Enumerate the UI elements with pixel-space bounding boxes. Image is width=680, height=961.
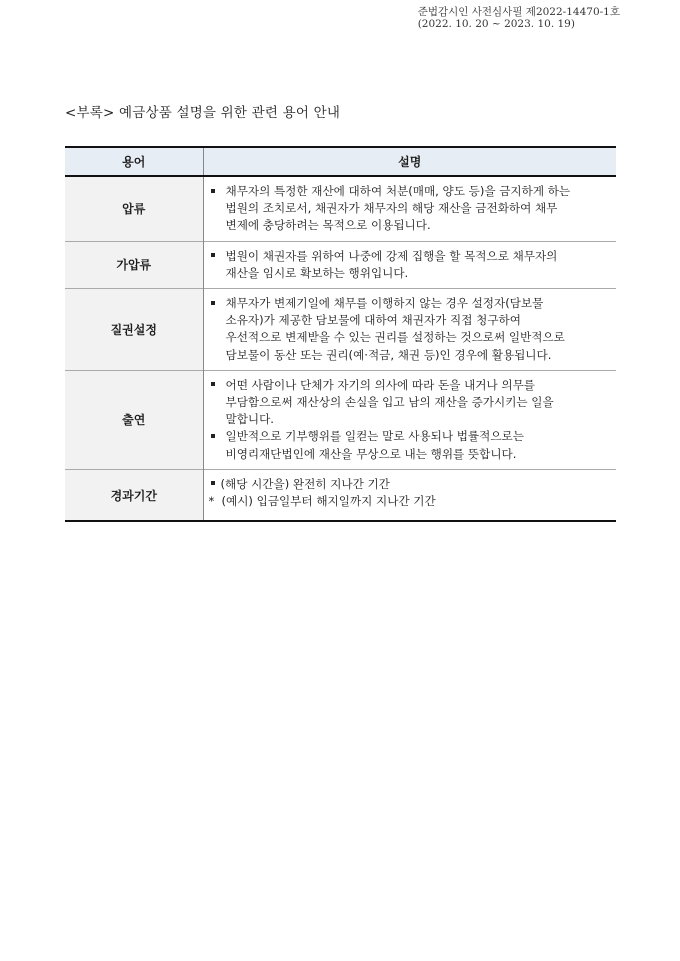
term-cell: 질권설정 (65, 289, 203, 371)
example-note: * (예시) 입금일부터 해지일까지 지나간 기간 (209, 493, 611, 510)
approval-number: 준법감시인 사전심사필 제2022-14470-1호 (417, 6, 620, 18)
description-line: 법원이 채권자를 위하여 나중에 강제 집행을 할 목적으로 채무자의 (209, 248, 611, 265)
table-row (65, 370, 616, 469)
description-line: 부담함으로써 재산상의 손실을 입고 남의 재산을 증가시키는 일을 (225, 395, 554, 410)
page-title: <부록> 예금상품 설명을 위한 관련 용어 안내 (65, 105, 341, 121)
description-cell (203, 469, 616, 521)
square-bullet-icon (209, 377, 226, 394)
term-cell: 경과기간 (65, 469, 203, 521)
description-line: (해당 시간을) 완전히 지나간 기간 (209, 476, 611, 493)
column-header-term: 용어 (65, 147, 203, 176)
description-line: 소유자)가 제공한 담보물에 대하여 채권자가 직접 청구하여 (225, 313, 521, 328)
description-cell (203, 176, 616, 241)
square-bullet-icon (209, 476, 221, 493)
description-line: 담보물이 동산 또는 권리(예·적금, 채권 등)인 경우에 활용됩니다. (225, 347, 552, 362)
square-bullet-icon (209, 248, 226, 265)
description-line: 비영리재단법인에 재산을 무상으로 내는 행위를 뜻합니다. (225, 446, 517, 461)
approval-period: (2022. 10. 20 ~ 2023. 10. 19) (417, 18, 575, 30)
table-row (65, 469, 616, 521)
approval-header (418, 6, 620, 30)
description-line: 어떤 사람이나 단체가 자기의 의사에 따라 돈을 내거나 의무를 (209, 377, 611, 394)
term-cell: 압류 (65, 176, 203, 241)
description-line: 변제에 충당하려는 목적으로 이용됩니다. (225, 218, 431, 233)
description-line: 재산을 임시로 확보하는 행위입니다. (225, 265, 409, 280)
description-cell (203, 241, 616, 288)
description-line: 채무자가 변제기일에 채무를 이행하지 않는 경우 설정자(담보물 (209, 295, 611, 312)
square-bullet-icon (209, 295, 226, 312)
description-cell (203, 289, 616, 371)
table-row (65, 176, 616, 241)
term-cell: 출연 (65, 370, 203, 469)
asterisk-marker: * (208, 494, 215, 509)
square-bullet-icon (209, 428, 226, 445)
table-row (65, 289, 616, 371)
glossary-table (65, 146, 616, 522)
description-line: 법원의 조치로서, 채권자가 채무자의 해당 재산을 금전화하여 채무 (225, 201, 558, 216)
description-cell (203, 370, 616, 469)
description-line: 채무자의 특정한 재산에 대하여 처분(매매, 양도 등)을 금지하게 하는 (209, 183, 611, 200)
square-bullet-icon (209, 183, 226, 200)
table-header-row (65, 147, 616, 176)
description-line: 우선적으로 변제받을 수 있는 권리를 설정하는 것으로써 일반적으로 (225, 330, 565, 345)
column-header-description: 설명 (203, 147, 616, 176)
term-cell: 가압류 (65, 241, 203, 288)
table-row (65, 241, 616, 288)
description-line: 일반적으로 기부행위를 일컫는 말로 사용되나 법률적으로는 (209, 428, 611, 445)
description-line: 말합니다. (225, 412, 274, 427)
